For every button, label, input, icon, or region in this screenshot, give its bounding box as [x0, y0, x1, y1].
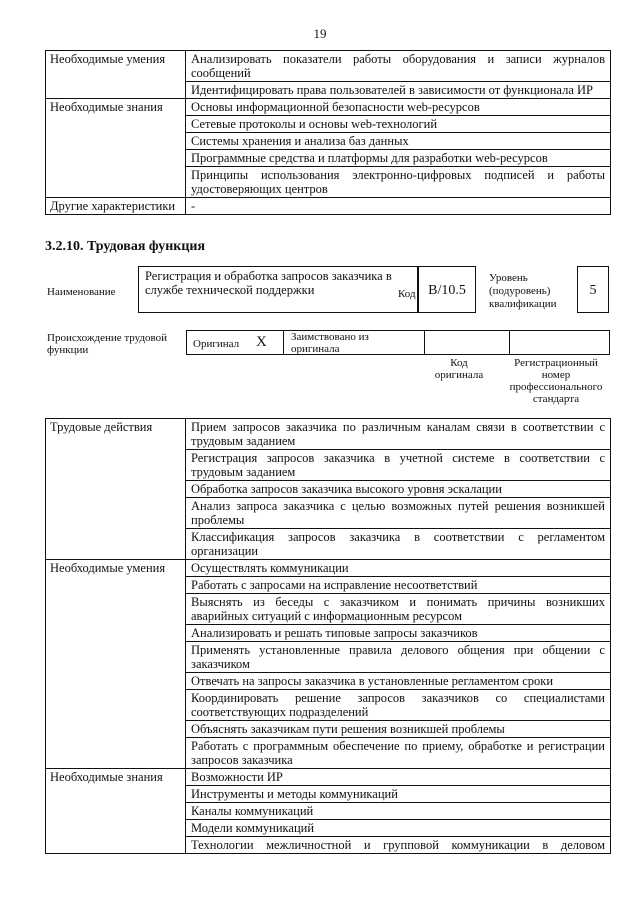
table-cell: Анализ запроса заказчика с целью возможных путей решения возникшей проблемы [186, 498, 611, 529]
origin-label: Происхождение трудовой функции [47, 332, 168, 356]
table-cell: Основы информационной безопасности web-ресурсов [186, 99, 611, 116]
table-cell: Отвечать на запросы заказчика в установленные регламентом сроки [186, 673, 611, 690]
table-row [46, 419, 611, 450]
row-label: Трудовые действия [46, 419, 186, 560]
page-number: 19 [313, 26, 327, 41]
table-row [46, 198, 611, 215]
table-cell: Возможности ИР [186, 769, 611, 786]
function-name: Регистрация и обработка запросов заказчика в службе технической поддержки [138, 266, 418, 313]
table-cell: - [186, 198, 611, 215]
table-cell: Регистрация запросов заказчика в учетной системе в соответствии с трудовым заданием [186, 450, 611, 481]
function-details-table [45, 418, 611, 854]
table-cell: Инструменты и методы коммуникаций [186, 786, 611, 803]
table-cell: Применять установленные правила делового общения при общении с заказчиком [186, 642, 611, 673]
table-cell: Программные средства и платформы для разработки web-ресурсов [186, 150, 611, 167]
name-label: Наименование [47, 286, 116, 298]
registration-caption: Регистрационный номер профессионального стандарта [509, 357, 603, 405]
row-label: Необходимые знания [46, 99, 186, 198]
origin-box [186, 330, 610, 355]
divider [509, 331, 510, 354]
table-cell: Системы хранения и анализа баз данных [186, 133, 611, 150]
table-cell: Принципы использования электронно-цифровых подписей и работы удостоверяющих центров [186, 167, 611, 198]
table-row [46, 769, 611, 786]
divider [424, 331, 425, 354]
table-cell: Осуществлять коммуникации [186, 560, 611, 577]
table-cell: Сетевые протоколы и основы web-технологий [186, 116, 611, 133]
table-cell: Координировать решение запросов заказчиков со специалистами соответствующих подразделений [186, 690, 611, 721]
row-label: Другие характеристики [46, 198, 186, 215]
table-cell: Объяснять заказчикам пути решения возникшей проблемы [186, 721, 611, 738]
divider [283, 331, 284, 354]
table-cell: Работать с программным обеспечение по приему, обработке и регистрации запросов заказчика [186, 738, 611, 769]
continuation-table [45, 50, 611, 215]
original-mark: X [256, 334, 267, 350]
code-label: Код [398, 288, 416, 300]
table-cell: Классификация запросов заказчика в соответствии с регламентом организации [186, 529, 611, 560]
table-cell: Прием запросов заказчика по различным каналам связи в соответствии с трудовым заданием [186, 419, 611, 450]
original-label: Оригинал [193, 338, 240, 350]
row-label: Необходимые умения [46, 51, 186, 99]
code-original-caption: Код оригинала [434, 357, 484, 381]
table-cell: Анализировать и решать типовые запросы заказчиков [186, 625, 611, 642]
table-cell: Работать с запросами на исправление несоответствий [186, 577, 611, 594]
table-cell: Обработка запросов заказчика высокого уровня эскалации [186, 481, 611, 498]
section-heading: 3.2.10. Трудовая функция [45, 239, 206, 254]
table-cell: Каналы коммуникаций [186, 803, 611, 820]
table-row [46, 560, 611, 577]
table-cell: Идентифицировать права пользователей в зависимости от функционала ИР [186, 82, 611, 99]
table-cell: Анализировать показатели работы оборудования и записи журналов сообщений [186, 51, 611, 82]
table-cell: Выяснять из беседы с заказчиком и понимать причины возникших аварийных ситуаций с информационным ресурсом [186, 594, 611, 625]
qualification-level: 5 [577, 266, 609, 313]
row-label: Необходимые умения [46, 560, 186, 769]
table-row [46, 99, 611, 116]
table-cell: Технологии межличностной и групповой коммуникации в деловом [186, 837, 611, 854]
table-cell: Модели коммуникаций [186, 820, 611, 837]
function-code: B/10.5 [418, 266, 476, 313]
table-row [46, 51, 611, 82]
level-label: Уровень (подуровень) квалификации [489, 272, 557, 310]
row-label: Необходимые знания [46, 769, 186, 854]
borrowed-label: Заимствовано из оригинала [291, 331, 369, 355]
